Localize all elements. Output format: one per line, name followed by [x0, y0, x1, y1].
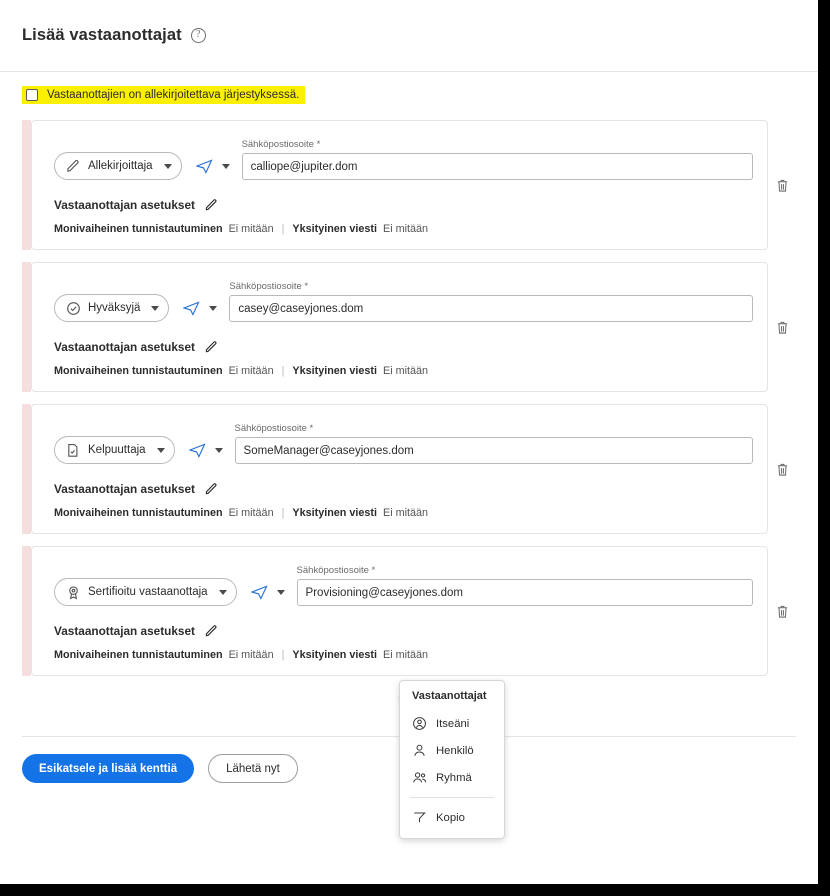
delivery-method-group[interactable] — [196, 152, 230, 180]
signing-order-label: Vastaanottajien on allekirjoitettava järjestyksessä. — [47, 89, 300, 101]
recipient-main — [54, 139, 753, 180]
menu-divider — [410, 797, 494, 798]
recipient-row — [22, 262, 796, 392]
meta-separator: | — [281, 365, 285, 377]
delete-recipient-button[interactable] — [768, 404, 796, 534]
menu-item-label: Ryhmä — [436, 771, 472, 784]
delete-recipient-button[interactable] — [768, 120, 796, 250]
recipient-type-menu[interactable] — [399, 680, 505, 839]
recipient-main — [54, 423, 753, 464]
private-message-label: Yksityinen viesti — [292, 507, 378, 519]
email-field-wrap — [229, 281, 753, 322]
delivery-method-group[interactable] — [183, 294, 217, 322]
recipient-menu-title: Vastaanottajat — [412, 690, 487, 702]
private-message-label: Yksityinen viesti — [292, 365, 378, 377]
mfa-label: Monivaiheinen tunnistautuminen — [54, 365, 223, 377]
check-circle-icon — [66, 301, 81, 316]
email-label-text: Sähköpostiosoite — [234, 423, 307, 434]
recipient-card — [31, 546, 768, 676]
recipient-card — [31, 120, 768, 250]
meta-separator: | — [281, 223, 285, 235]
signing-order-checkbox[interactable] — [26, 89, 38, 101]
recipient-settings — [54, 340, 753, 354]
menu-item-label: Itseäni — [436, 717, 470, 730]
pencil-icon[interactable] — [205, 625, 218, 638]
pencil-icon[interactable] — [205, 483, 218, 496]
required-mark: * — [316, 139, 321, 150]
email-field-wrap — [235, 423, 753, 464]
email-field-label — [235, 423, 753, 434]
preview-and-add-fields-button[interactable]: Esikatsele ja lisää kenttiä — [22, 754, 194, 783]
email-label-text: Sähköpostiosoite — [229, 281, 302, 292]
chevron-down-icon — [151, 306, 159, 311]
chevron-down-icon[interactable] — [277, 590, 285, 595]
recipient-row — [22, 120, 796, 250]
role-label: Hyväksyjä — [88, 302, 141, 314]
chevron-down-icon[interactable] — [215, 448, 223, 453]
drag-stripe[interactable] — [22, 404, 31, 534]
header-row — [22, 26, 796, 45]
pencil-icon[interactable] — [205, 199, 218, 212]
recipient-row — [22, 404, 796, 534]
chevron-down-icon[interactable] — [222, 164, 230, 169]
chevron-down-icon — [164, 164, 172, 169]
private-message-value: Ei mitään — [383, 507, 429, 519]
menu-item-group[interactable] — [400, 764, 504, 791]
person-circle-icon — [412, 716, 427, 731]
certificate-seal-icon — [66, 585, 81, 600]
paper-plane-icon[interactable] — [251, 585, 268, 600]
recipient-meta — [54, 223, 753, 235]
private-message-value: Ei mitään — [383, 223, 429, 235]
email-input[interactable] — [242, 153, 753, 180]
recipient-row — [22, 546, 796, 676]
chevron-down-icon[interactable] — [209, 306, 217, 311]
menu-item-person[interactable] — [400, 737, 504, 764]
header-divider — [0, 71, 818, 72]
email-input[interactable] — [297, 579, 753, 606]
email-field-label — [297, 565, 753, 576]
recipient-main — [54, 281, 753, 322]
delivery-method-group[interactable] — [189, 436, 223, 464]
help-circle-icon[interactable]: ? — [191, 28, 206, 43]
signing-order-option[interactable] — [22, 86, 305, 104]
role-label: Kelpuuttaja — [88, 444, 146, 456]
recipient-settings — [54, 198, 753, 212]
recipient-meta — [54, 365, 753, 377]
menu-item-cc[interactable] — [400, 804, 504, 831]
private-message-value: Ei mitään — [383, 649, 429, 661]
person-icon — [412, 743, 427, 758]
recipient-settings — [54, 624, 753, 638]
meta-separator: | — [281, 649, 285, 661]
recipient-settings-label: Vastaanottajan asetukset — [54, 340, 195, 354]
group-icon — [412, 770, 427, 785]
role-select[interactable] — [54, 152, 182, 180]
private-message-value: Ei mitään — [383, 365, 429, 377]
mfa-value: Ei mitään — [228, 365, 274, 377]
email-field-label — [229, 281, 753, 292]
mfa-label: Monivaiheinen tunnistautuminen — [54, 649, 223, 661]
page-title: Lisää vastaanottajat — [22, 26, 182, 44]
private-message-label: Yksityinen viesti — [292, 223, 378, 235]
mfa-label: Monivaiheinen tunnistautuminen — [54, 507, 223, 519]
chevron-down-icon — [157, 448, 165, 453]
role-label: Sertifioitu vastaanottaja — [88, 586, 208, 598]
email-input[interactable] — [229, 295, 753, 322]
required-mark: * — [371, 565, 376, 576]
email-field-wrap — [242, 139, 753, 180]
pencil-icon[interactable] — [205, 341, 218, 354]
role-label: Allekirjoittaja — [88, 160, 153, 172]
email-input[interactable] — [235, 437, 753, 464]
mfa-value: Ei mitään — [228, 507, 274, 519]
drag-stripe[interactable] — [22, 546, 31, 676]
recipient-settings-label: Vastaanottajan asetukset — [54, 624, 195, 638]
private-message-label: Yksityinen viesti — [292, 649, 378, 661]
delete-recipient-button[interactable] — [768, 262, 796, 392]
menu-item-label: Henkilö — [436, 744, 474, 757]
delete-recipient-button[interactable] — [768, 546, 796, 676]
recipient-settings-label: Vastaanottajan asetukset — [54, 482, 195, 496]
recipient-settings-label: Vastaanottajan asetukset — [54, 198, 195, 212]
recipient-meta — [54, 649, 753, 661]
role-select[interactable] — [54, 294, 169, 322]
recipient-card — [31, 404, 768, 534]
paper-plane-icon[interactable] — [189, 443, 206, 458]
mfa-label: Monivaiheinen tunnistautuminen — [54, 223, 223, 235]
mfa-value: Ei mitään — [228, 649, 274, 661]
drag-stripe[interactable] — [22, 262, 31, 392]
required-mark: * — [309, 423, 314, 434]
recipient-card — [31, 262, 768, 392]
paper-plane-icon[interactable] — [183, 301, 200, 316]
meta-separator: | — [281, 507, 285, 519]
document-check-icon — [66, 443, 81, 458]
required-mark: * — [304, 281, 309, 292]
menu-item-myself[interactable] — [400, 710, 504, 737]
email-label-text: Sähköpostiosoite — [241, 139, 314, 150]
delivery-method-group[interactable] — [251, 578, 285, 606]
role-select[interactable] — [54, 436, 175, 464]
email-label-text: Sähköpostiosoite — [296, 565, 369, 576]
signature-pen-icon — [66, 159, 81, 174]
email-field-wrap — [297, 565, 753, 606]
role-select[interactable] — [54, 578, 237, 606]
menu-item-label: Kopio — [436, 811, 465, 824]
panel-header — [0, 0, 818, 57]
send-now-button[interactable]: Lähetä nyt — [208, 754, 298, 783]
recipient-meta — [54, 507, 753, 519]
drag-stripe[interactable] — [22, 120, 31, 250]
recipient-settings — [54, 482, 753, 496]
chevron-down-icon — [219, 590, 227, 595]
mfa-value: Ei mitään — [228, 223, 274, 235]
cc-flag-icon — [412, 810, 427, 825]
email-field-label — [242, 139, 753, 150]
paper-plane-icon[interactable] — [196, 159, 213, 174]
recipient-main — [54, 565, 753, 606]
